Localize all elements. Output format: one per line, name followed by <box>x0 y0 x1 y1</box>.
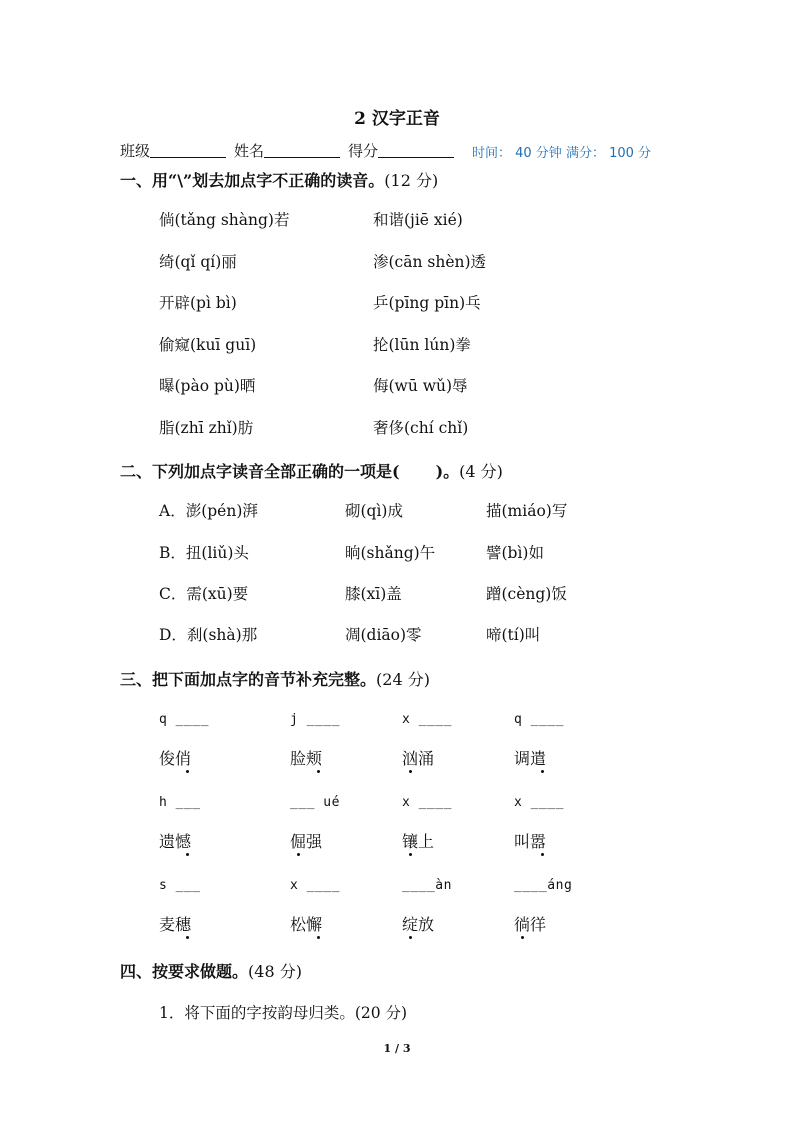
s2-cell: 啼(tí)叫 <box>486 626 541 644</box>
emphasis-dot <box>186 770 189 773</box>
name-label: 姓名 <box>234 142 265 160</box>
score-blank[interactable] <box>378 143 454 158</box>
s2-option-b: B．扭(liǔ)头 <box>159 544 249 562</box>
score-label: 得分 <box>348 142 379 160</box>
s2-option-d: D．刹(shà)那 <box>159 626 258 644</box>
emphasis-dot <box>317 936 320 939</box>
pinyin-blank[interactable]: ___ ué <box>290 795 340 810</box>
class-label: 班级 <box>120 142 151 160</box>
emphasis-dot <box>541 770 544 773</box>
pinyin-blank[interactable]: q ____ <box>514 712 564 727</box>
page-number: 1 / 3 <box>383 1042 411 1055</box>
s1-item: 开辟(pì bì) <box>159 294 237 312</box>
pinyin-blank[interactable]: s ___ <box>159 878 201 893</box>
pinyin-blank[interactable]: ____áng <box>514 878 573 893</box>
s3-word: 脸颊 <box>290 749 323 768</box>
s3-word: 绽放 <box>402 915 435 934</box>
class-blank[interactable] <box>150 143 226 158</box>
pinyin-blank[interactable]: h ___ <box>159 795 201 810</box>
emphasis-dot <box>317 770 320 773</box>
s2-option-c: C．需(xū)要 <box>159 585 249 603</box>
s1-item: 渗(cān shèn)透 <box>373 253 487 271</box>
s1-item: 侮(wū wǔ)辱 <box>373 377 468 395</box>
s2-cell: 凋(diāo)零 <box>345 626 422 644</box>
pinyin-blank[interactable]: x ____ <box>290 878 340 893</box>
s3-word: 倔强 <box>290 832 323 851</box>
pinyin-blank[interactable]: q ____ <box>159 712 209 727</box>
s2-cell: 蹭(cèng)饭 <box>486 585 567 603</box>
emphasis-dot <box>409 853 412 856</box>
section2-heading: 二、下列加点字读音全部正确的一项是( )。(4 分) <box>120 462 503 481</box>
section1-heading: 一、用“\”划去加点字不正确的读音。(12 分) <box>120 171 439 190</box>
page-title: 2 汉字正音 <box>354 109 440 129</box>
pinyin-blank[interactable]: x ____ <box>402 795 452 810</box>
s3-word: 调遣 <box>514 749 547 768</box>
emphasis-dot <box>541 853 544 856</box>
s1-item: 乒(pīng pīn)乓 <box>373 294 481 312</box>
s3-word: 汹涌 <box>402 749 435 768</box>
s3-word: 镶上 <box>402 832 435 851</box>
section3-heading: 三、把下面加点字的音节补充完整。(24 分) <box>120 670 430 689</box>
score-field <box>348 140 454 161</box>
s4-question-1: 1．将下面的字按韵母归类。(20 分) <box>159 1004 408 1022</box>
s2-cell: 砌(qì)成 <box>345 502 403 520</box>
s1-item: 绮(qǐ qí)丽 <box>159 253 237 271</box>
section4-heading: 四、按要求做题。(48 分) <box>120 962 302 981</box>
s1-item: 和谐(jiē xié) <box>373 211 463 229</box>
pinyin-blank[interactable]: j ____ <box>290 712 340 727</box>
s3-word: 徜徉 <box>514 915 547 934</box>
emphasis-dot <box>186 936 189 939</box>
emphasis-dot <box>297 853 300 856</box>
emphasis-dot <box>409 770 412 773</box>
s1-item: 偷窥(kuī guī) <box>159 336 257 354</box>
s1-item: 奢侈(chí chǐ) <box>373 419 469 437</box>
pinyin-blank[interactable]: x ____ <box>402 712 452 727</box>
class-field <box>120 140 226 161</box>
s2-cell: 描(miáo)写 <box>486 502 568 520</box>
name-field <box>234 140 340 161</box>
emphasis-dot <box>521 936 524 939</box>
s2-option-a: A．澎(pén)湃 <box>159 502 258 520</box>
s3-word: 遗憾 <box>159 832 192 851</box>
s1-item: 脂(zhī zhǐ)肪 <box>159 419 254 437</box>
pinyin-blank[interactable]: x ____ <box>514 795 564 810</box>
s1-item: 曝(pào pù)晒 <box>159 377 256 395</box>
name-blank[interactable] <box>264 143 340 158</box>
s1-item: 倘(tǎng shàng)若 <box>159 211 290 229</box>
s3-word: 俊俏 <box>159 749 192 768</box>
s3-word: 松懈 <box>290 915 323 934</box>
s3-word: 叫嚣 <box>514 832 547 851</box>
time-score-info: 时间： 40 分钟 满分： 100 分 <box>472 146 652 161</box>
s2-cell: 譬(bì)如 <box>486 544 544 562</box>
s3-word: 麦穗 <box>159 915 192 934</box>
s2-cell: 晌(shǎng)午 <box>345 544 436 562</box>
pinyin-blank[interactable]: ____àn <box>402 878 452 893</box>
s2-cell: 膝(xī)盖 <box>345 585 402 603</box>
s1-item: 抡(lūn lún)拳 <box>373 336 471 354</box>
emphasis-dot <box>186 853 189 856</box>
emphasis-dot <box>409 936 412 939</box>
